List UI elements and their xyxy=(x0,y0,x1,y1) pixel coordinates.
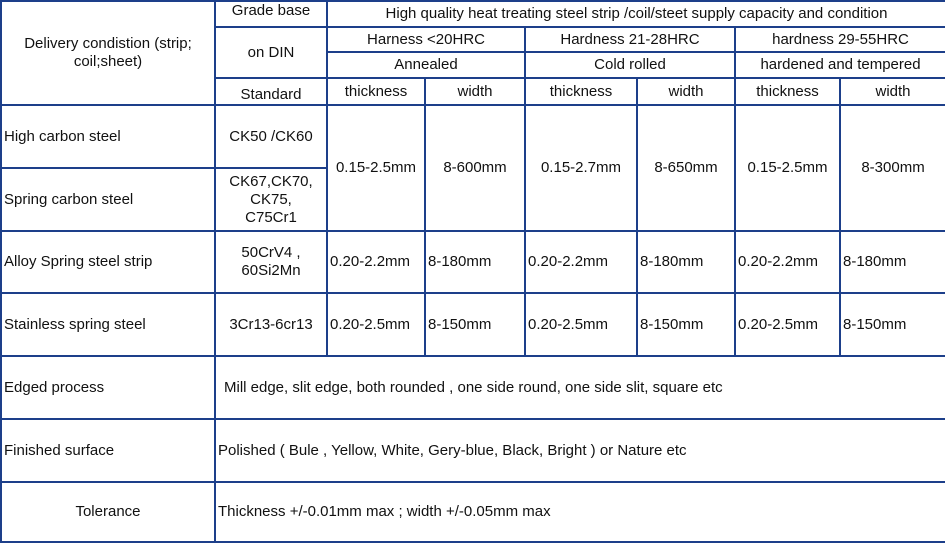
carbon-thickness-2: 0.15-2.7mm xyxy=(525,105,637,231)
grade-base-header-line3: Standard xyxy=(215,78,327,105)
alloy-width-3: 8-180mm xyxy=(840,231,945,293)
finished-surface-value: Polished ( Bule , Yellow, White, Gery-blue, Black, Bright ) or Nature etc xyxy=(215,419,945,482)
carbon-thickness-3: 0.15-2.5mm xyxy=(735,105,840,231)
condition-group-3: hardened and tempered xyxy=(735,52,945,78)
stainless-thickness-1: 0.20-2.5mm xyxy=(327,293,425,356)
row-label-edged-process: Edged process xyxy=(1,356,215,419)
condition-group-2: Cold rolled xyxy=(525,52,735,78)
alloy-thickness-1: 0.20-2.2mm xyxy=(327,231,425,293)
stainless-thickness-3: 0.20-2.5mm xyxy=(735,293,840,356)
width-header-1: width xyxy=(425,78,525,105)
row-label-high-carbon: High carbon steel xyxy=(1,105,215,168)
supply-title-header: High quality heat treating steel strip /coil/steet supply capacity and condition xyxy=(327,1,945,27)
edged-process-value: Mill edge, slit edge, both rounded , one side round, one side slit, square etc xyxy=(215,356,945,419)
alloy-thickness-2: 0.20-2.2mm xyxy=(525,231,637,293)
grade-alloy-spring: 50CrV4 , 60Si2Mn xyxy=(215,231,327,293)
tolerance-value: Thickness +/-0.01mm max ; width +/-0.05mm max xyxy=(215,482,945,542)
carbon-width-3: 8-300mm xyxy=(840,105,945,231)
condition-group-1: Annealed xyxy=(327,52,525,78)
thickness-header-1: thickness xyxy=(327,78,425,105)
alloy-width-1: 8-180mm xyxy=(425,231,525,293)
alloy-thickness-3: 0.20-2.2mm xyxy=(735,231,840,293)
stainless-width-2: 8-150mm xyxy=(637,293,735,356)
hardness-group-3: hardness 29-55HRC xyxy=(735,27,945,52)
carbon-thickness-1: 0.15-2.5mm xyxy=(327,105,425,231)
alloy-width-2: 8-180mm xyxy=(637,231,735,293)
carbon-width-2: 8-650mm xyxy=(637,105,735,231)
grade-high-carbon: CK50 /CK60 xyxy=(215,105,327,168)
delivery-condition-text: Delivery condistion (strip; coil;sheet) xyxy=(24,35,192,70)
hardness-group-1: Harness <20HRC xyxy=(327,27,525,52)
grade-base-header-line1: Grade base xyxy=(215,1,327,27)
width-header-3: width xyxy=(840,78,945,105)
stainless-width-3: 8-150mm xyxy=(840,293,945,356)
carbon-width-1: 8-600mm xyxy=(425,105,525,231)
stainless-thickness-2: 0.20-2.5mm xyxy=(525,293,637,356)
row-label-finished-surface: Finished surface xyxy=(1,419,215,482)
grade-base-header-line2: on DIN xyxy=(215,27,327,78)
row-label-stainless-spring: Stainless spring steel xyxy=(1,293,215,356)
thickness-header-2: thickness xyxy=(525,78,637,105)
stainless-width-1: 8-150mm xyxy=(425,293,525,356)
row-label-alloy-spring: Alloy Spring steel strip xyxy=(1,231,215,293)
width-header-2: width xyxy=(637,78,735,105)
thickness-header-3: thickness xyxy=(735,78,840,105)
row-label-tolerance: Tolerance xyxy=(1,482,215,542)
hardness-group-2: Hardness 21-28HRC xyxy=(525,27,735,52)
grade-spring-carbon: CK67,CK70, CK75, C75Cr1 xyxy=(215,168,327,231)
row-label-spring-carbon: Spring carbon steel xyxy=(1,168,215,231)
grade-stainless-spring: 3Cr13-6cr13 xyxy=(215,293,327,356)
delivery-condition-header xyxy=(1,1,215,105)
